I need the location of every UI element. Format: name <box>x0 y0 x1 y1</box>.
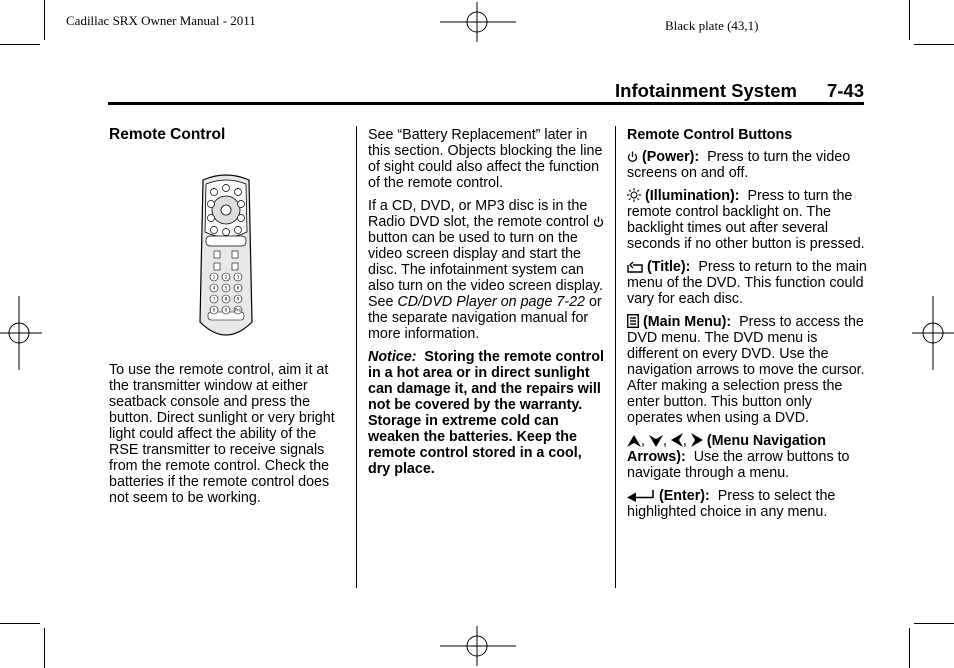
enter-icon <box>627 490 655 502</box>
enter-text: Press to select the highlighted choice in any menu. <box>627 488 836 520</box>
disc-paragraph <box>368 198 604 342</box>
title-label: (Title): <box>646 259 691 275</box>
navigation-arrows-icon: , , , <box>627 433 707 449</box>
main-menu-text: Press to access the DVD menu. The DVD menu is different on every DVD. Use the navigation arrows to move the cursor. After making a selection press the enter button. This button only operates when using a DVD. <box>627 314 865 426</box>
power-icon <box>627 151 638 163</box>
disc-text-a: If a CD, DVD, or MP3 disc is in the Radio DVD slot, the remote control <box>368 198 589 230</box>
registration-mark <box>0 296 42 370</box>
remote-control-paragraph: To use the remote control, aim it at the transmitter window at either seatback console and press the button. Direct sunlight or very bright light could affect the ability of the RSE transmitter to receive signals from the remote control. Check the batteries if the remote control does not seem to be working. <box>109 362 335 506</box>
registration-mark <box>912 296 954 370</box>
keypad-label: 2 <box>224 274 228 280</box>
page-number: 7-43 <box>826 80 864 101</box>
keypad-label: 9 <box>236 296 240 302</box>
crop-mark <box>44 0 45 40</box>
crop-mark <box>909 628 910 668</box>
illumination-item <box>627 188 867 252</box>
title-text: Press to return to the main menu of the DVD. This function could vary for each disc. <box>627 259 867 307</box>
crop-mark <box>44 628 45 668</box>
notice-paragraph <box>368 349 604 477</box>
keypad-label: 5 <box>224 285 228 291</box>
battery-paragraph: See “Battery Replacement” later in this section. Objects blocking the line of sight could also affect the function of the remote control. <box>368 127 603 191</box>
main-menu-label: (Main Menu): <box>642 314 732 330</box>
remote-control-illustration <box>197 172 255 344</box>
column-3 <box>627 127 867 527</box>
illumination-label: (Illumination): <box>644 188 740 204</box>
registration-mark <box>440 626 516 666</box>
disc-text-b: button can be used to turn on the video screen display and start the disc. The infotainment system can also turn on the video screen display. See <box>368 230 603 310</box>
column-2 <box>368 127 604 484</box>
illumination-text: Press to turn the remote control backlight on. The backlight times out after several seconds if no other button is pressed. <box>627 188 865 252</box>
cd-dvd-player-link[interactable]: CD/DVD Player on page 7-22 <box>397 294 585 310</box>
plate-label: Black plate (43,1) <box>665 18 759 33</box>
illumination-icon <box>627 188 641 202</box>
page-header <box>615 80 864 102</box>
disc-text-c: or the separate navigation manual for more information. <box>368 294 602 342</box>
column-divider <box>356 126 357 588</box>
main-menu-icon <box>627 314 639 328</box>
registration-mark <box>440 2 516 42</box>
arrow-left-icon <box>671 433 683 447</box>
header-rule <box>108 102 864 105</box>
power-icon <box>593 216 604 228</box>
title-icon <box>627 261 643 273</box>
navigation-arrows-text: Use the arrow buttons to navigate through a menu. <box>627 449 850 481</box>
notice-label: Notice: <box>368 349 417 365</box>
navigation-arrows-item <box>627 433 867 481</box>
keypad-label: Pre <box>234 307 242 313</box>
enter-label: (Enter): <box>658 488 710 504</box>
power-label: (Power): <box>641 149 700 165</box>
column-1 <box>109 127 345 155</box>
keypad-label: 0 <box>212 307 216 313</box>
keypad-label: 4 <box>212 285 216 291</box>
arrow-up-icon <box>627 435 641 447</box>
crop-mark <box>914 44 954 45</box>
arrow-down-icon <box>649 435 663 447</box>
crop-mark <box>0 623 40 624</box>
title-item <box>627 259 867 307</box>
crop-mark <box>0 44 40 45</box>
keypad-label: 6 <box>236 285 240 291</box>
power-item <box>627 149 867 181</box>
enter-item <box>627 488 867 520</box>
manual-title: Cadillac SRX Owner Manual - 2011 <box>66 13 256 28</box>
remote-control-heading: Remote Control <box>109 126 226 143</box>
notice-text: Storing the remote control in a hot area or in direct sunlight can damage it, and the repairs will not be covered by the warranty. Storage in extreme cold can weaken the batteries. Keep the remote control stored in a cool, dry place. <box>368 349 604 477</box>
crop-mark <box>909 0 910 40</box>
column-divider <box>615 126 616 588</box>
navigation-arrows-label: (Menu Navigation Arrows): <box>627 433 826 465</box>
crop-mark <box>914 623 954 624</box>
keypad-label: 7 <box>212 296 216 302</box>
keypad-label: 1 <box>212 274 216 280</box>
remote-buttons-heading: Remote Control Buttons <box>627 127 793 143</box>
main-menu-item <box>627 314 867 426</box>
keypad-label: 0 <box>224 307 228 313</box>
column-1-body <box>109 362 345 513</box>
section-title: Infotainment System <box>615 80 797 101</box>
keypad-label: 3 <box>236 274 240 280</box>
keypad-label: 8 <box>224 296 228 302</box>
power-text: Press to turn the video screens on and off. <box>627 149 851 181</box>
arrow-right-icon <box>691 433 703 447</box>
